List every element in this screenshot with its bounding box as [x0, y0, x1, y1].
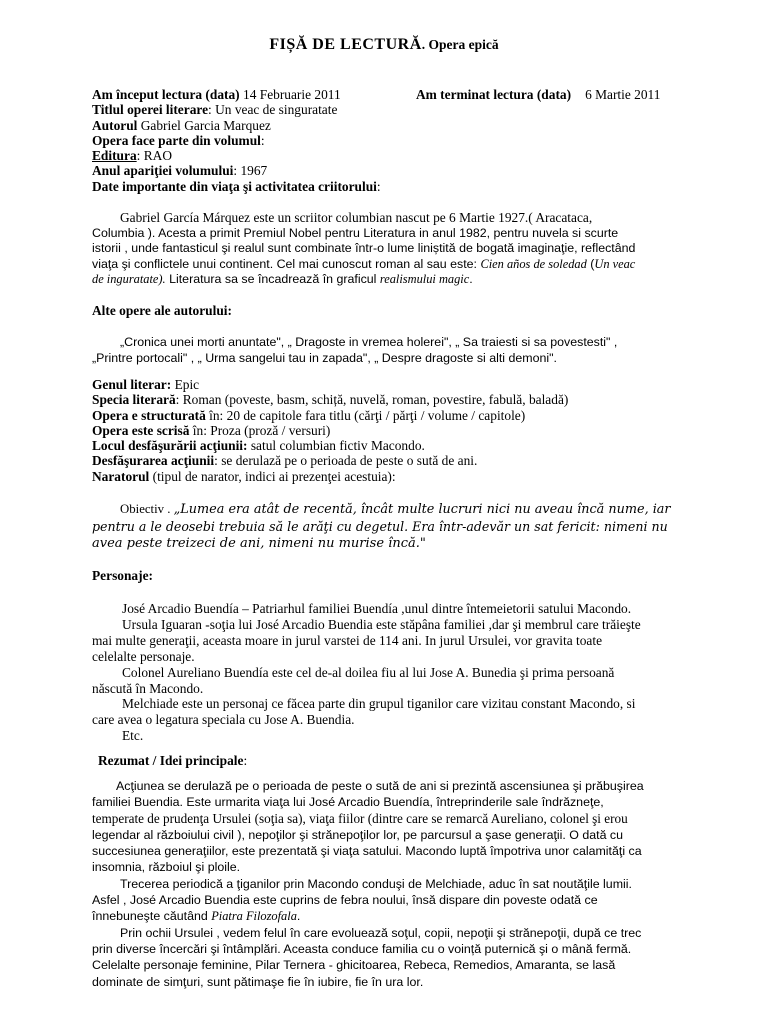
bio-text: .	[469, 272, 473, 287]
objective-label: Obiectiv .	[120, 502, 174, 516]
summary-line: legendar al războiului civil ), nepoţilor şi strănepoţilor lor, pe parcursul a şase generaţii. O dată cu	[92, 827, 624, 842]
characters-label: Personaje:	[92, 568, 153, 583]
other-works-heading	[92, 303, 676, 318]
character-entry: José Arcadio Buendía – Patriarhul familiei Buendía ,unul dintre întemeietorii satului Macondo.	[122, 601, 632, 616]
quote-line: pentru a le deosebi trebuia să le arăţi cu degetul. Era într-adevăr un sat fericit: nimeni nu	[92, 519, 668, 534]
other-works-line: „Printre portocali" , „ Urma sangelui tau in zapada", „ Despre dragoste si alti demoni".	[92, 351, 557, 365]
genre-value: Epic	[171, 377, 200, 392]
document-title	[92, 37, 676, 52]
character-entry: Colonel Aureliano Buendía este cel de-al doilea fiu al lui Jose A. Bunedia şi prima persoană	[122, 664, 615, 680]
summary-line: Asfel , José Arcadio Buendia este cuprins de febra noului, însă dispare din poveste odată ce	[92, 893, 598, 908]
volume-label: Opera face parte din volumul	[92, 132, 261, 148]
species-label: Specia literară	[92, 392, 176, 408]
character-etc: Etc.	[122, 728, 144, 744]
other-works-label: Alte opere ale autorului	[92, 303, 228, 318]
summary-line: dominate de simţuri, sunt pătimaşe fie în iubire, fie în ura lor.	[92, 974, 424, 989]
summary-colon: :	[243, 753, 248, 768]
bio-line: Gabriel García Márquez este un scriitor columbian nascut pe 6 Martie 1927.( Aracataca,	[120, 210, 593, 225]
character-entry: care avea o legatura speciala cu Jose A. Buendia.	[92, 712, 355, 728]
summary-line: Trecerea periodică a ţiganilor prin Macondo conduşi de Melchiade, aduc în sat noutăţile lumii.	[120, 876, 632, 891]
place-row	[92, 438, 676, 453]
title-main: FIȘĂ DE LECTURĂ	[269, 36, 422, 53]
summary-line: familiei Buendia. Este urmarita viaţa lui José Arcadio Buendía, întreprinderile sale îndrăzneţe,	[92, 795, 604, 810]
quote-line	[92, 501, 676, 518]
place-value: satul columbian fictiv Macondo.	[247, 438, 425, 454]
end-date	[416, 87, 660, 102]
summary-line: Prin ochii Ursulei , vedem felul în care evoluează soţul, copii, nepoţii şi strănepoţii, după ce trec	[120, 925, 642, 940]
bio-line: istorii , unde fantasticul şi realul sunt combinate într-o lume liniștită de bogată imaginaţie, reflectând	[92, 241, 636, 256]
structure-row	[92, 408, 676, 423]
bio-book-title-ro: Un veac	[594, 256, 636, 271]
summary-line: temperate de prudenţa Ursulei (soţia sa), viaţa fiilor (dintre care se remarcă Aureliano, colonel şi erou	[92, 810, 628, 826]
publisher-value: : RAO	[136, 148, 172, 164]
summary-text	[92, 778, 676, 990]
work-details	[92, 377, 676, 484]
other-works-line: „Cronica unei morti anuntate", „ Dragoste in vremea holerei", „ Sa traiesti si sa povestesti" ,	[120, 335, 618, 349]
bio-style: realismului magic	[379, 272, 470, 287]
character-entry: celelalte personaje.	[92, 648, 195, 664]
reading-dates-row	[92, 87, 676, 102]
place-label: Locul desfăşurării acţiunii:	[92, 438, 248, 454]
year-label: Anul apariţiei volumului	[92, 163, 234, 179]
species-value: : Roman (poveste, basm, schiță, nuvelă, roman, povestire, fabulă, baladă)	[175, 392, 569, 408]
work-title-value: : Un veac de singuratate	[208, 102, 338, 118]
publisher-row	[92, 148, 676, 163]
bio-line	[92, 257, 676, 273]
title-subtitle: . Opera epică	[421, 37, 499, 52]
bio-text: viaţa şi conflictele unui continent. Cel mai cunoscut roman al sau este:	[92, 256, 481, 271]
summary-heading	[98, 753, 682, 768]
bio-text: (	[586, 256, 595, 271]
year-row	[92, 163, 676, 178]
bio-book-title: Cien años de soledad	[480, 256, 587, 271]
author-dates-value: :	[376, 178, 381, 194]
narrator-row	[92, 469, 676, 484]
structure-value: în: 20 de capitole fara titlu (cărţi / părţi / volume / capitole)	[205, 407, 526, 423]
objective-quote	[92, 501, 676, 552]
other-works-list	[92, 334, 676, 366]
author-value: Gabriel Garcia Marquez	[137, 117, 271, 133]
characters-list	[92, 601, 676, 744]
biography-paragraph	[92, 210, 676, 288]
author-label: Autorul	[92, 117, 138, 133]
author-dates-label: Date importante din viaţa şi activitatea criitorului	[92, 178, 377, 194]
time-row	[92, 453, 676, 468]
summary-text-span: .	[296, 909, 301, 924]
start-date-label: Am început lectura (data)	[92, 87, 240, 102]
bio-line: Columbia ). Acesta a primit Premiul Nobel pentru Literatura in anul 1982, pentru nuvela si scurte	[92, 225, 619, 240]
summary-line: prin diverse încercări şi întâmplări. Aceasta conduce familia cu o voință puternică şi o mână fermă.	[92, 941, 632, 956]
quote-text: „Lumea era atât de recentă, încât multe lucruri nici nu aveau încă nume, iar	[173, 502, 671, 517]
written-row	[92, 423, 676, 438]
bio-line	[92, 272, 676, 288]
character-entry: mai multe generaţii, aceasta moare in jurul varstei de 114 ani. In jurul Ursulei, vor gravita toate	[92, 632, 603, 648]
structure-label: Opera e structurată	[92, 407, 206, 423]
summary-italic: Piatra Filozofala	[211, 909, 297, 924]
genre-label: Genul literar:	[92, 377, 172, 392]
summary-line: Celelalte personaje feminine, Pilar Ternera - ghicitoarea, Rebeca, Remedios, Amaranta, se lasă	[92, 958, 616, 973]
end-date-label: Am terminat lectura (data)	[416, 87, 572, 102]
summary-text-span: înnebuneşte căutând	[92, 909, 212, 924]
narrator-value: (tipul de narator, indici ai prezenţei acestuia):	[149, 468, 396, 484]
written-value: în: Proza (proză / versuri)	[189, 422, 331, 438]
time-value: : se derulază pe o perioada de peste o sută de ani.	[214, 453, 478, 469]
character-entry: Melchiade este un personaj ce făcea parte din grupul tiganilor care vizitau constant Macondo, si	[122, 696, 636, 712]
volume-value: :	[260, 132, 265, 148]
start-date-value: 14 Februarie 2011	[239, 87, 341, 102]
character-entry: Ursula Iguaran -soţia lui José Arcadio Buendia este stăpâna familiei ,dar şi membrul care trăieşte	[122, 616, 641, 632]
summary-line	[92, 908, 676, 924]
end-date-value: 6 Martie 2011	[585, 87, 661, 102]
other-works-colon: :	[227, 303, 232, 318]
species-row	[92, 392, 676, 407]
genre-row	[92, 377, 676, 392]
reading-info	[92, 87, 676, 194]
publisher-label: Editura	[92, 148, 137, 164]
author-row	[92, 118, 676, 133]
bio-text: Literatura sa se încadrează în graficul	[165, 272, 380, 287]
time-label: Desfăşurarea acţiunii	[92, 453, 215, 469]
summary-label: Rezumat / Idei principale	[98, 753, 244, 768]
narrator-label: Naratorul	[92, 468, 150, 484]
bio-book-title-ro: de inguratate).	[92, 272, 166, 287]
author-dates-row	[92, 179, 676, 194]
characters-heading	[92, 568, 676, 583]
summary-line: insomnia, războiul şi ploile.	[92, 860, 241, 875]
year-value: : 1967	[233, 163, 268, 179]
written-label: Opera este scrisă	[92, 422, 190, 438]
summary-line: Acţiunea se derulază pe o perioada de peste o sută de ani si prezintă ascensiunea şi prăbuşirea	[116, 779, 644, 793]
volume-row	[92, 133, 676, 148]
quote-line: avea peste treizeci de ani, nimeni nu murise încă."	[92, 536, 426, 551]
character-entry: născută în Macondo.	[92, 680, 204, 696]
work-title-label: Titlul operei literare	[92, 102, 209, 118]
summary-line: succesiunea generaţiilor, este prezentată şi viaţa satului. Macondo luptă împotriva unor calamităţi ca	[92, 844, 642, 859]
work-title-row	[92, 102, 676, 117]
